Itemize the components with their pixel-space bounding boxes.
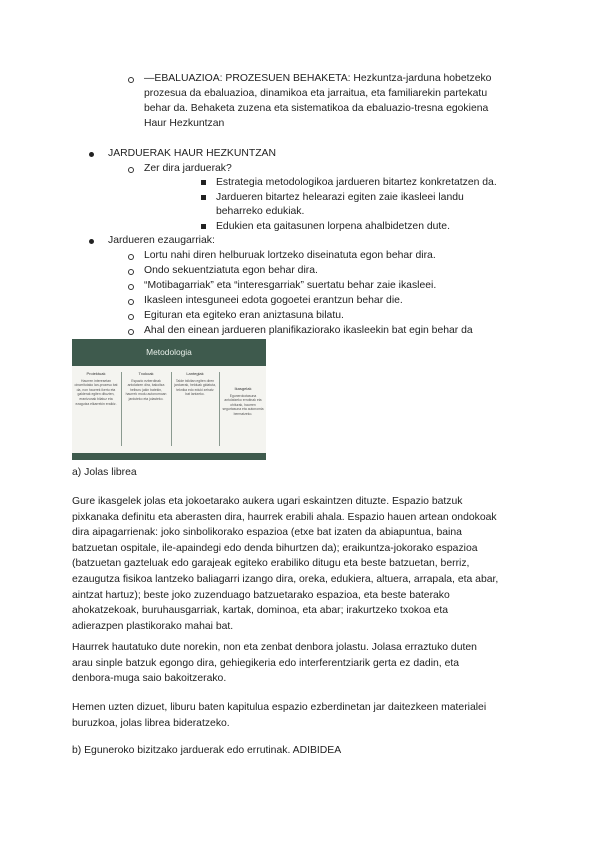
figure-footer-bar xyxy=(72,453,266,460)
activities-question: Zer dira jarduerak? xyxy=(144,163,232,174)
activities-answer: Estrategia metodologikoa jardueren bitartez konkretatzen da. xyxy=(216,177,497,188)
figure-column-title: Proiektuak xyxy=(86,372,106,376)
circle-bullet-icon xyxy=(128,167,134,173)
paragraph-line: ahokatzekoak, buruhausgarriak, kartak, dominoa, eta abar; irakurtzeko txokoa eta xyxy=(72,605,449,617)
evaluation-line: behar da. Behaketa zuzena eta sistematikoa da ebaluazio-tresna egokiena xyxy=(144,103,489,114)
paragraph-line: aintzat hartuz); beste joko zuzenduago batzuetarako espazioa, eta beste baterako xyxy=(72,589,450,601)
paragraph-line: arau sinple batzuk egongo dira, gehiegikeria edo interferentziarik gerta ez dadin, eta xyxy=(72,657,460,669)
free-play-paragraph-1 xyxy=(72,494,542,634)
circle-bullet-icon xyxy=(128,314,134,320)
paragraph-line: Haurrek hautatuko dute norekin, non eta zenbat denbora jolastu. Jolasa erraztuko duten xyxy=(72,642,477,653)
methodology-figure xyxy=(72,339,266,460)
figure-column xyxy=(222,387,264,461)
circle-bullet-icon xyxy=(128,284,134,290)
evaluation-line: Haur Hezkuntzan xyxy=(144,118,225,129)
paragraph-line: ezaugutza fisikoa lantzeko baliagarri izango dira, oreka, edukiera, altuera, arrapala, eta abar, xyxy=(72,573,499,585)
daily-routines-heading: b) Eguneroko bizitzako jarduerak edo errutinak. ADIBIDEA xyxy=(72,745,342,756)
paragraph-line: dira aipagarrienak: joko sinbolikorako espazioa (etxe bat izaten da abiapuntua, baina xyxy=(72,527,462,539)
paragraph-line: Gure ikasgelek jolas eta jokoetarako aukera ugari eskaintzen dituzte. Espazio batzuk xyxy=(72,496,463,507)
features-item: Ikasleen intesguneei edota gogoetei erantzun behar die. xyxy=(144,295,403,306)
circle-bullet-icon xyxy=(128,329,134,335)
activities-answer: Jardueren bitartez helearazi egiten zaie ikasleei landu xyxy=(216,192,464,203)
paragraph-line: buruzkoa, jolas librea bideratzeko. xyxy=(72,717,230,729)
paragraph-line: pixkanaka definitu eta aberasten dira, haurrek erabili ahala. Espazio hauen artean ondokoak xyxy=(72,511,497,523)
disc-bullet-icon xyxy=(89,239,94,244)
disc-bullet-icon xyxy=(89,152,94,157)
circle-bullet-icon xyxy=(128,299,134,305)
figure-column xyxy=(174,372,216,446)
features-item: “Motibagarriak” eta “interesgarriak” suertatu behar zaie ikasleei. xyxy=(144,280,437,291)
features-item: Lortu nahi diren helburuak lortzeko diseinatuta egon behar dira. xyxy=(144,250,436,261)
figure-column-title: Txokoak xyxy=(138,372,154,376)
paragraph-line: batzuetan ospitale, ile-apaindegi edo denda bihurtzen da); eraikuntza-jokorako espazioa xyxy=(72,542,478,554)
free-play-paragraph-3 xyxy=(72,700,542,731)
features-item: Ondo sekuentziatuta egon behar dira. xyxy=(144,265,318,276)
figure-column xyxy=(124,372,168,446)
figure-divider xyxy=(219,372,220,446)
figure-divider xyxy=(121,372,122,446)
circle-bullet-icon xyxy=(128,269,134,275)
paragraph-line: adierazpen plastikorako mahai bat. xyxy=(72,620,234,632)
free-play-paragraph-2 xyxy=(72,640,542,687)
circle-bullet-icon xyxy=(128,77,134,83)
square-bullet-icon xyxy=(201,195,206,200)
free-play-heading: a) Jolas librea xyxy=(72,467,137,478)
activities-answer: beharreko edukiak. xyxy=(216,206,305,217)
evaluation-line: prozesua da ebaluazioa, dinamikoa eta jarraitua, eta familiarekin partekatu xyxy=(144,88,488,99)
features-item: Egituran eta egiteko eran aniztasuna bilatu. xyxy=(144,310,344,321)
figure-column-title: Ikasgelak xyxy=(234,387,252,391)
figure-column xyxy=(74,372,118,446)
figure-column-text: Egunerokotasuna antolatzeko errutinak eta ohiturak, haurren segurtasuna eta autonomia bermatzeko. xyxy=(222,393,264,416)
paragraph-line: denbora-muga saio bakoitzerako. xyxy=(72,673,227,685)
activities-heading: JARDUERAK HAUR HEZKUNTZAN xyxy=(108,148,276,159)
circle-bullet-icon xyxy=(128,254,134,260)
square-bullet-icon xyxy=(201,224,206,229)
evaluation-line: —EBALUAZIOA: PROZESUEN BEHAKETA: Hezkuntza-jarduna hobetzeko xyxy=(144,73,492,84)
activities-answer: Edukien eta gaitasunen lorpena ahalbidetzen dute. xyxy=(216,221,450,232)
figure-title: Metodologia xyxy=(72,339,266,366)
figure-divider xyxy=(171,372,172,446)
features-item: Ahal den einean jardueren planifikaziorako ikasleekin bat egin behar da xyxy=(144,325,473,336)
figure-column-text: Haurren interesetan oinarritutako lan-prozesu bat da, non haurrek ikertu eta galderak egiten dituzten, erantzunak bilatuz eta ezagutza elkarrekin eraikiz. xyxy=(74,378,118,406)
figure-column-text: Espazio ezberdinak antolatzen dira, bakoitza helburu jakin batekin, haurrek modu autonomoan jarduteko eta jolasteko. xyxy=(125,378,167,401)
features-heading: Jardueren ezaugarriak: xyxy=(108,235,215,246)
figure-column-title: Lantegiak xyxy=(186,372,204,376)
figure-column-text: Talde txikitan egiten diren jarduerak, helduak gidatuta, teknika edo eduki zehatz bat lantzeko. xyxy=(174,378,216,397)
paragraph-line: Hemen uzten dizuet, liburu baten kapitulua espazio ezberdinetan jar daitezkeen materialei xyxy=(72,702,487,713)
square-bullet-icon xyxy=(201,180,206,185)
paragraph-line: (batzuetan gazteluak edo garajeak egiteko erabiliko ditugu eta beste batzuetan, berriz, xyxy=(72,558,470,570)
